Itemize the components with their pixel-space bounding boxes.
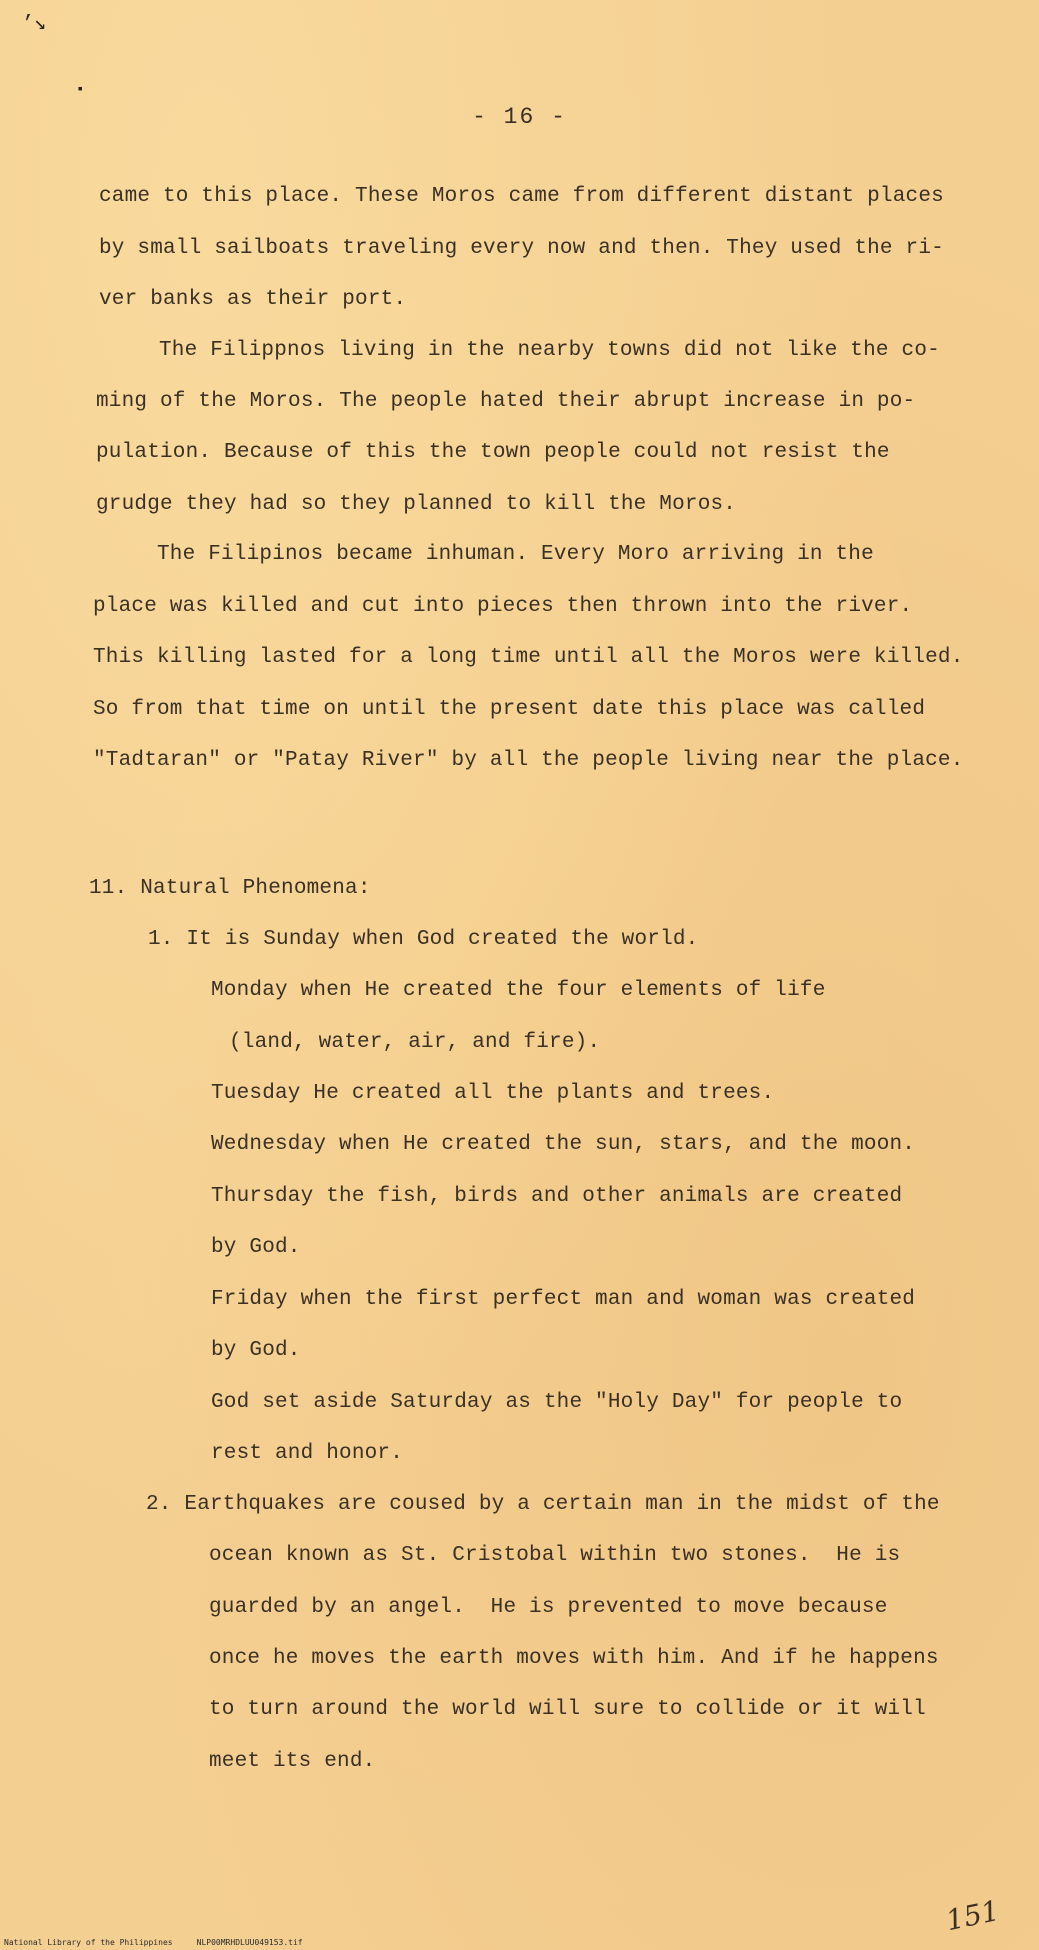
list-item: 1. It is Sunday when God created the world. [148,928,699,951]
list-item-line: rest and honor. [211,1442,404,1465]
list-item-line: Wednesday when He created the sun, stars, and the moon. [211,1133,916,1156]
text-line: by small sailboats traveling every now and then. They used the ri- [99,237,944,260]
list-item-line: Monday when He created the four elements of life [211,979,826,1002]
list-item-line: guarded by an angel. He is prevented to move because [209,1596,888,1619]
text-line: grudge they had so they planned to kill the Moros. [96,493,737,516]
text-line: So from that time on until the present date this place was called [93,698,926,721]
text-line: place was killed and cut into pieces then thrown into the river. [93,595,913,618]
list-item-line: Thursday the fish, birds and other animals are created [211,1185,903,1208]
page-number: - 16 - [472,104,567,130]
text-line: ver banks as their port. [99,288,407,311]
text-line: The Filipinos became inhuman. Every Moro arriving in the [157,543,874,566]
list-item-line: Friday when the first perfect man and woman was created [211,1288,916,1311]
list-item-line: by God. [211,1236,301,1259]
text-line: ming of the Moros. The people hated their abrupt increase in po- [96,390,916,413]
text-line: "Tadtaran" or "Patay River" by all the people living near the place. [93,749,964,772]
list-item-line: God set aside Saturday as the "Holy Day" for people to [211,1391,903,1414]
section-heading: 11. Natural Phenomena: [89,877,371,900]
list-item-line: to turn around the world will sure to collide or it will [209,1698,926,1721]
text-line: The Filippnos living in the nearby towns did not like the co- [159,339,940,362]
list-item-line: by God. [211,1339,301,1362]
list-item: 2. Earthquakes are coused by a certain man in the midst of the [146,1493,940,1516]
handwritten-page-number: 151 [942,1893,1002,1938]
list-item-line: ocean known as St. Cristobal within two stones. He is [209,1544,901,1567]
list-item-line: (land, water, air, and fire). [229,1031,601,1054]
list-item-line: Tuesday He created all the plants and trees. [211,1082,775,1105]
corner-mark-icon: ’↘ [22,13,47,36]
dot-mark-icon: ▪ [76,82,85,98]
list-item-line: once he moves the earth moves with him. And if he happens [209,1647,939,1670]
list-item-line: meet its end. [209,1750,376,1773]
text-line: came to this place. These Moros came from different distant places [99,185,944,208]
footer-caption: National Library of the Philippines NLP00MRHDLUU049153.tif [4,1938,303,1947]
text-line: This killing lasted for a long time until all the Moros were killed. [93,646,964,669]
text-line: pulation. Because of this the town people could not resist the [96,441,890,464]
